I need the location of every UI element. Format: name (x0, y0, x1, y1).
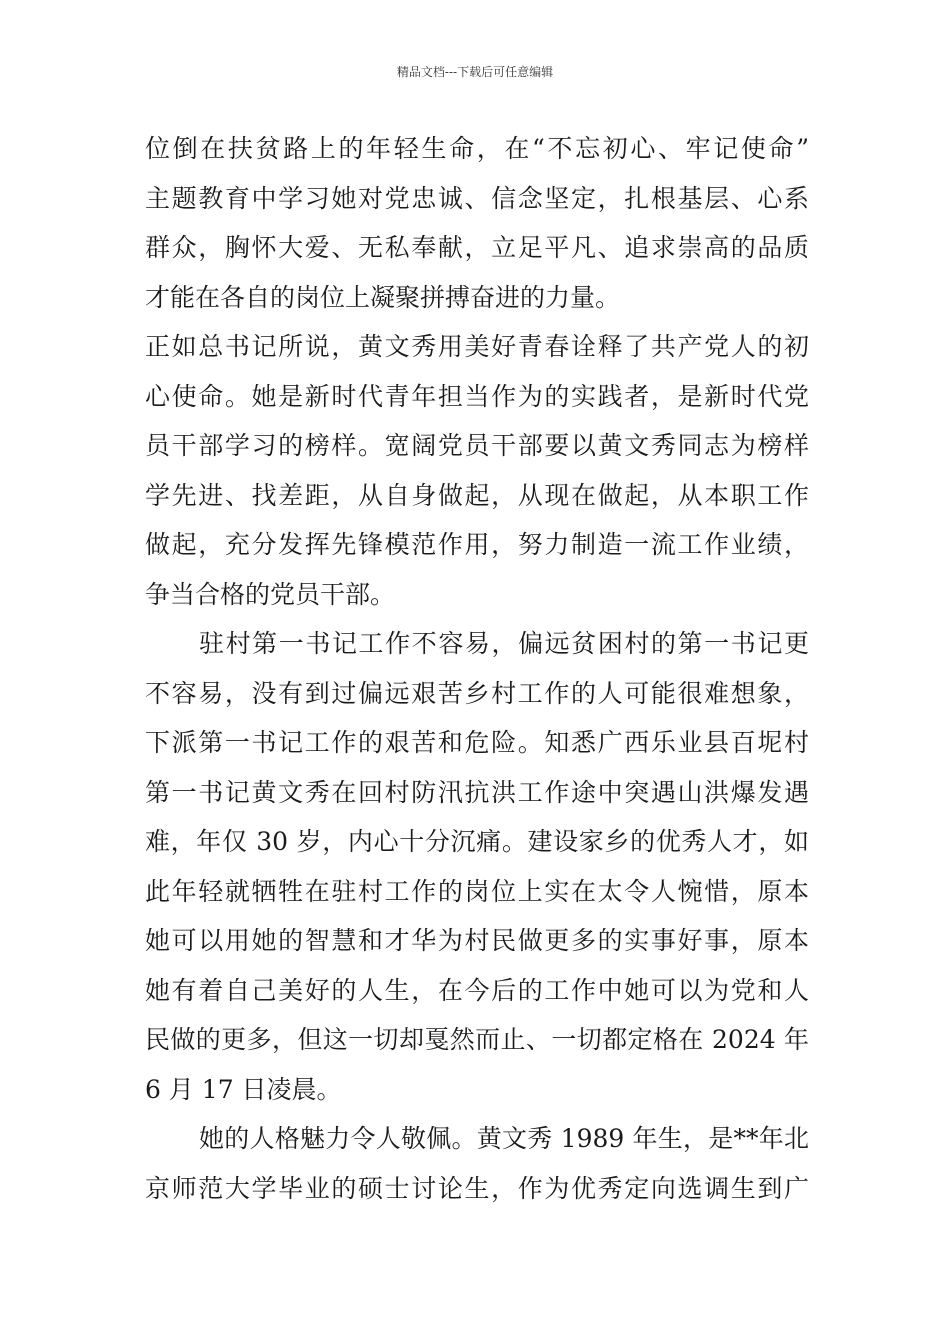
text-line: 民做的更多，但这一切却戛然而止、一切都定格在 2024 年 (145, 1025, 809, 1054)
text-line: 争当合格的党员干部。 (145, 579, 396, 609)
text-line: 位倒在扶贫路上的年轻生命，在“不忘初心、牢记使命” (145, 134, 809, 163)
text-line: 6 月 17 日凌晨。 (145, 1074, 342, 1104)
text-line: 她的人格魅力令人敬佩。黄文秀 1989 年生，是**年北 (199, 1124, 809, 1153)
text-line: 第一书记黄文秀在回村防汛抗洪工作途中突遇山洪爆发遇 (145, 777, 809, 807)
text-line: 正如总书记所说，黄文秀用美好青春诠释了共产党人的初 (145, 332, 809, 361)
paragraph (145, 619, 809, 1114)
text-line: 员干部学习的榜样。宽阔党员干部要以黄文秀同志为榜样 (145, 431, 809, 460)
text-line: 主题教育中学习她对党忠诚、信念坚定，扎根基层、心系 (145, 183, 809, 213)
page-header: 精品文档---下载后可任意编辑 (396, 65, 554, 79)
text-line: 难，年仅 30 岁，内心十分沉痛。建设家乡的优秀人才，如 (145, 827, 809, 856)
text-line: 心使命。她是新时代青年担当作为的实践者，是新时代党 (145, 381, 809, 411)
paragraph (145, 124, 809, 322)
text-line: 她有着自己美好的人生，在今后的工作中她可以为党和人 (145, 975, 809, 1005)
text-line: 不容易，没有到过偏远艰苦乡村工作的人可能很难想象， (145, 678, 809, 708)
text-line: 她可以用她的智慧和才华为村民做更多的实事好事，原本 (145, 926, 809, 955)
text-line: 此年轻就牺牲在驻村工作的岗位上实在太令人惋惜，原本 (145, 876, 809, 906)
text-line: 学先进、找差距，从自身做起，从现在做起，从本职工作 (145, 480, 809, 510)
text-line: 下派第一书记工作的艰苦和危险。知悉广西乐业县百坭村 (145, 728, 809, 757)
text-line: 驻村第一书记工作不容易，偏远贫困村的第一书记更 (199, 629, 809, 658)
document-body (145, 124, 809, 1213)
paragraph (145, 322, 809, 619)
text-line: 群众，胸怀大爱、无私奉献，立足平凡、追求崇高的品质 (145, 233, 809, 262)
text-line: 做起，充分发挥先锋模范作用，努力制造一流工作业绩， (145, 530, 809, 559)
paragraph (145, 1114, 809, 1213)
text-line: 京师范大学毕业的硕士讨论生，作为优秀定向选调生到广 (145, 1173, 809, 1203)
text-line: 才能在各自的岗位上凝聚拼搏奋进的力量。 (145, 282, 621, 312)
